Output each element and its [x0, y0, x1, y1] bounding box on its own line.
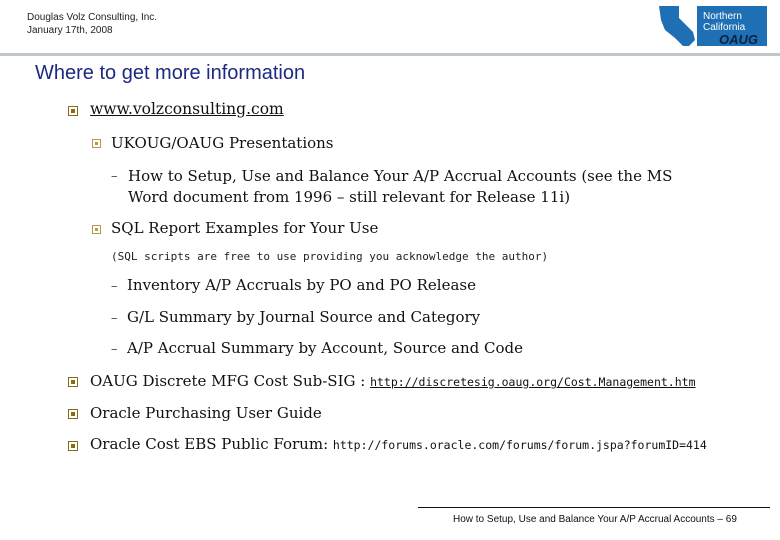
sql-item-1: Inventory A/P Accruals by PO and PO Release — [127, 276, 476, 294]
california-map-icon — [659, 6, 695, 46]
sql-examples-item: SQL Report Examples for Your Use — [111, 219, 379, 237]
sql-item-2: G/L Summary by Journal Source and Category — [127, 308, 481, 326]
forum-item — [90, 435, 707, 453]
slide-footer: How to Setup, Use and Balance Your A/P Accrual Accounts – 69 — [453, 514, 737, 525]
forum-label: Oracle Cost EBS Public Forum: — [90, 435, 329, 453]
presentations-item: UKOUG/OAUG Presentations — [111, 134, 334, 152]
logo-line1: Northern — [703, 11, 742, 22]
website-link[interactable]: www.volzconsulting.com — [90, 100, 284, 118]
bullet-icon — [68, 441, 78, 451]
header-divider — [0, 53, 780, 56]
dash-icon: – — [111, 342, 118, 357]
forum-url[interactable]: http://forums.oracle.com/forums/forum.jspa?forumID=414 — [332, 438, 707, 452]
dash-icon: – — [111, 169, 118, 184]
discrete-url-link[interactable]: http://discretesig.oaug.org/Cost.Management.htm — [370, 375, 696, 389]
page-title: Where to get more information — [35, 62, 306, 84]
footer-divider — [418, 507, 770, 508]
logo-line2: California — [703, 22, 746, 33]
oaug-logo — [653, 4, 771, 48]
dash-icon: – — [111, 311, 118, 326]
sql-note: (SQL scripts are free to use providing you acknowledge the author) — [111, 250, 549, 263]
discrete-sig-item — [90, 372, 696, 390]
purchasing-guide-item: Oracle Purchasing User Guide — [90, 404, 322, 422]
discrete-label: OAUG Discrete MFG Cost Sub-SIG : — [90, 372, 366, 390]
bullet-icon — [68, 106, 78, 116]
bullet-icon — [68, 377, 78, 387]
presentation-doc: How to Setup, Use and Balance Your A/P Accrual Accounts (see the MS Word document from 1996 – still relevant for Release 11i) — [128, 167, 673, 206]
logo-brand: OAUG — [719, 32, 758, 47]
presentation-date: January 17th, 2008 — [27, 25, 113, 36]
sql-item-3: A/P Accrual Summary by Account, Source and Code — [127, 339, 523, 357]
sub-bullet-icon — [92, 139, 101, 148]
company-name: Douglas Volz Consulting, Inc. — [27, 12, 158, 23]
dash-icon: – — [111, 279, 118, 294]
sub-bullet-icon — [92, 225, 101, 234]
header-info — [27, 11, 157, 37]
bullet-icon — [68, 409, 78, 419]
